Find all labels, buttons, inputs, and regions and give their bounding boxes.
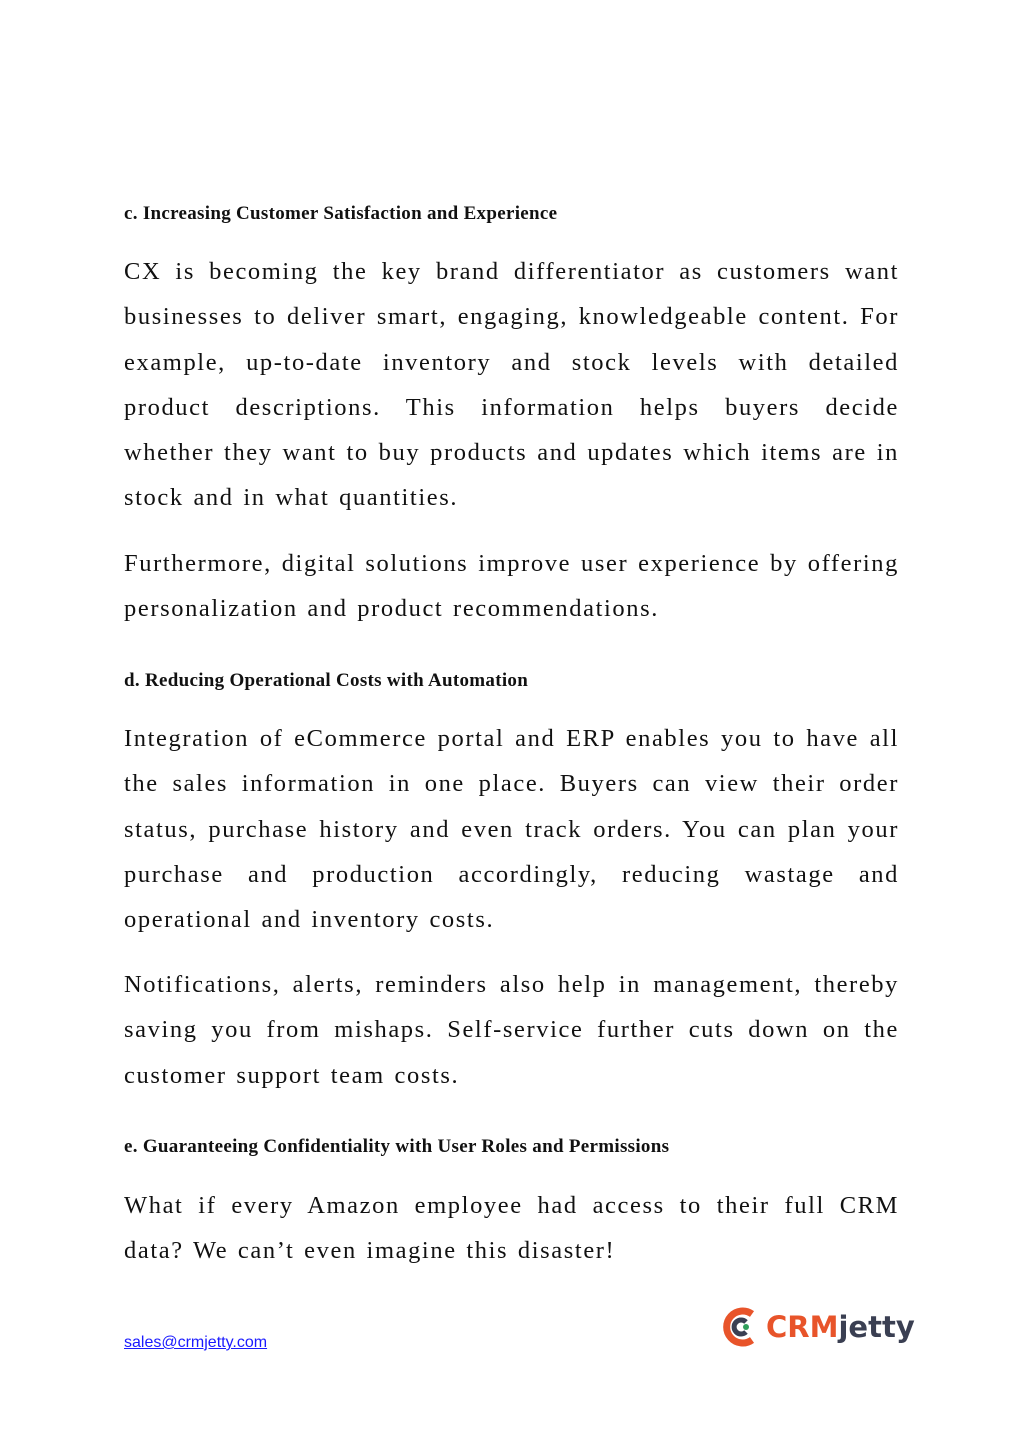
section-c-paragraph-2: Furthermore, digital solutions improve user experience by offering personalization and product recommendations. xyxy=(124,550,899,623)
logo-text-crm: CRM xyxy=(766,1310,839,1344)
section-e-paragraph-1: What if every Amazon employee had access to their full CRM data? We can’t even imagine this disaster! xyxy=(124,1192,899,1265)
section-heading-c: c. Increasing Customer Satisfaction and Experience xyxy=(124,203,558,224)
section-d-paragraph-1: Integration of eCommerce portal and ERP enables you to have all the sales information in one place. Buyers can view their order status, purchase history and even track orders. You can plan your purchase and production accordingly, reducing wastage and operational and inventory costs. xyxy=(124,725,899,934)
section-heading-d: d. Reducing Operational Costs with Automation xyxy=(124,670,529,691)
crmjetty-logo xyxy=(722,1305,915,1349)
email-link[interactable]: sales@crmjetty.com xyxy=(124,1334,268,1351)
section-d-paragraph-2: Notifications, alerts, reminders also help in management, thereby saving you from mishaps. Self-service further cuts down on the customer support team costs. xyxy=(124,971,899,1089)
crmjetty-logo-mark-icon xyxy=(722,1305,760,1349)
logo-text-jetty: jetty xyxy=(838,1310,915,1344)
section-c-paragraph-1: CX is becoming the key brand differentiator as customers want businesses to deliver smart, engaging, knowledgeable content. For example, up-to-date inventory and stock levels with detailed product descriptions. This information helps buyers decide whether they want to buy products and updates which items are in stock and in what quantities. xyxy=(124,258,899,512)
section-heading-e: e. Guaranteeing Confidentiality with User Roles and Permissions xyxy=(124,1136,670,1157)
